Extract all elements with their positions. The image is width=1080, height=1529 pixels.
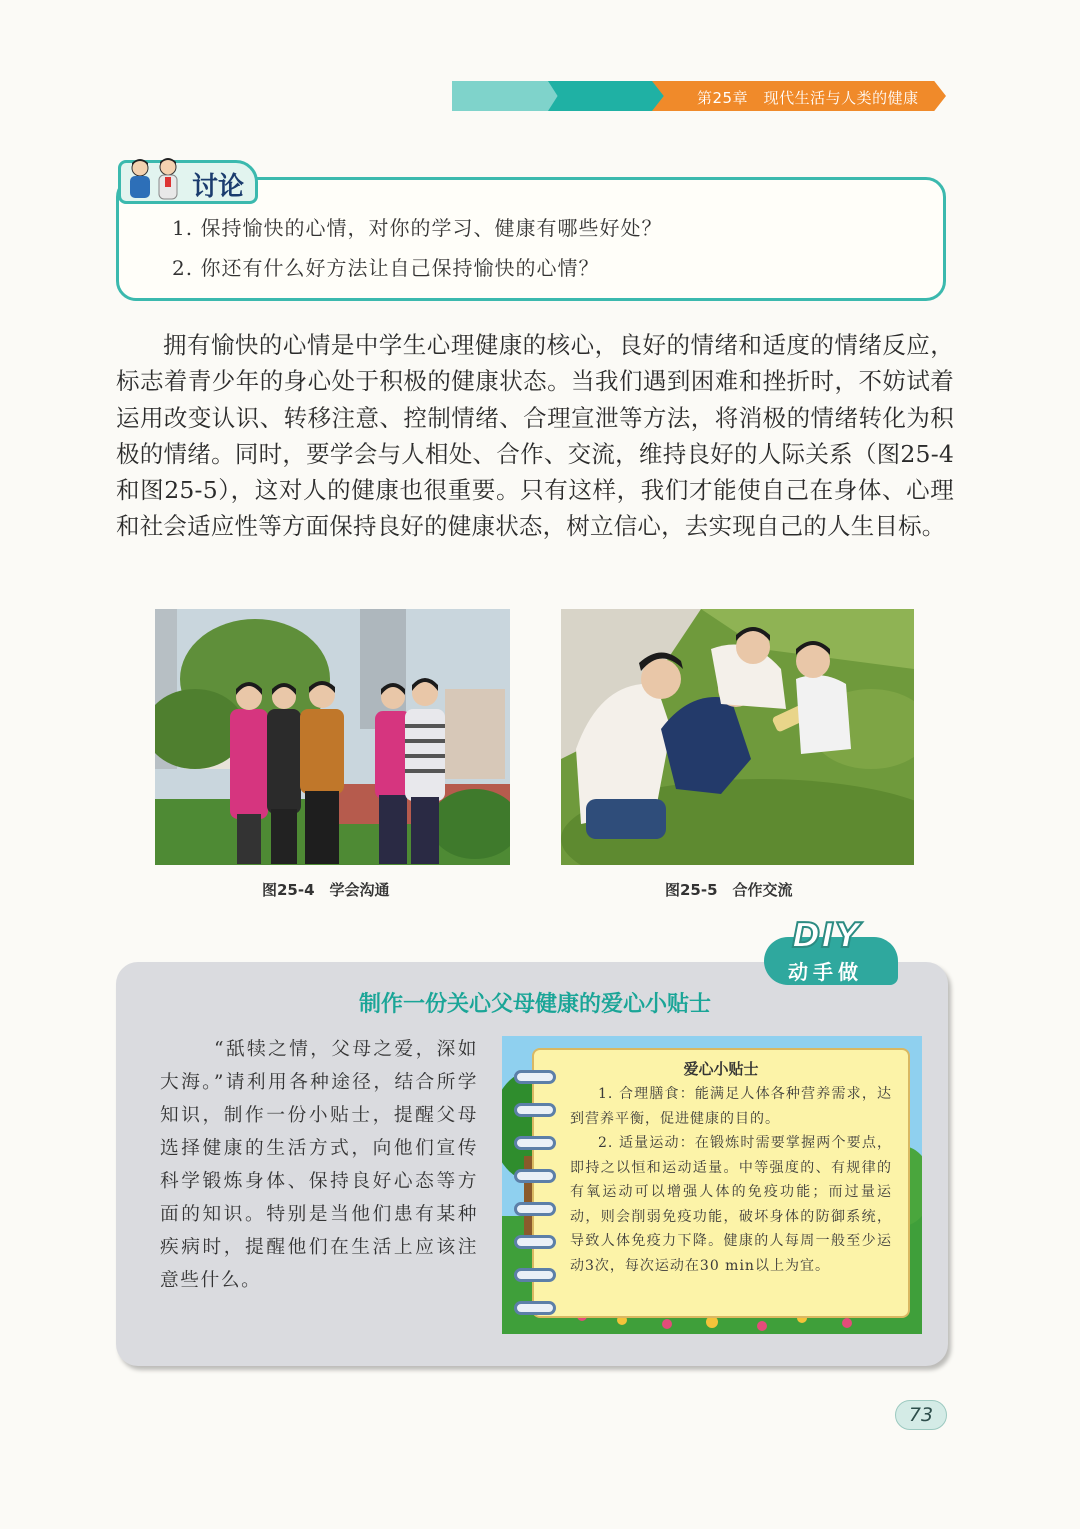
tip-item-2: 2. 适量运动：在锻炼时需要掌握两个要点，即持之以恒和运动适量。中等强度的、有规律的有氧运动可以增强人体的免疫功能；而过量运动，则会削弱免疫功能，破坏身体的防御系统，导致人体免疫力下降。健康的人每周一般至少运动3次，每次运动在30 min以上为宜。 — [570, 1135, 892, 1274]
header-stripe-light — [452, 81, 558, 111]
tip-item-1: 1. 合理膳食：能满足人体各种营养需求，达到营养平衡，促进健康的目的。 — [570, 1086, 892, 1127]
ring-binder-icon — [514, 1202, 556, 1216]
photo-cooperation-exchange — [561, 609, 914, 865]
ring-binder-icon — [514, 1301, 556, 1315]
diy-title: 制作一份关心父母健康的爱心小贴士 — [358, 992, 711, 1017]
diy-text: “舐犊之情，父母之爱，深如大海。”请利用各种途径，结合所学知识，制作一份小贴士，提醒父母选择健康的生活方式，向他们宣传科学锻炼身体、保持良好心态等方面的知识。特别是当他们患有某种疾病时，提醒他们在生活上应该注意些什么。 — [160, 1039, 478, 1291]
figure-caption-25-5: 图25-5 合作交流 — [665, 881, 793, 899]
diy-badge-subtitle: 动手做 — [788, 960, 863, 984]
chapter-title: 第25章 现代生活与人类的健康 — [697, 89, 919, 107]
ring-binder-icon — [514, 1235, 556, 1249]
discussion-item-1: 1. 保持愉快的心情，对你的学习、健康有哪些好处？ — [172, 216, 663, 240]
ring-binder-icon — [514, 1268, 556, 1282]
header-stripe-teal — [548, 81, 668, 111]
figure-caption-25-4: 图25-4 学会沟通 — [262, 881, 390, 899]
body-paragraph: 拥有愉快的心情是中学生心理健康的核心，良好的情绪和适度的情绪反应，标志着青少年的身心处于积极的健康状态。当我们遇到困难和挫折时，不妨试着运用改变认识、转移注意、控制情绪、合理宣泄等方法，将消极的情绪转化为积极的情绪。同时，要学会与人相处、合作、交流，维持良好的人际关系（图25-4和图25-5），这对人的健康也很重要。只有这样，我们才能使自己在身体、心理和社会适应性等方面保持良好的健康状态，树立信心，去实现自己的人生目标。 — [116, 331, 954, 541]
ring-binder-icon — [514, 1103, 556, 1117]
ring-binder-icon — [514, 1136, 556, 1150]
tips-title: 爱心小贴士 — [683, 1060, 759, 1078]
photo-learning-to-communicate — [155, 609, 510, 865]
tips-body — [570, 1082, 892, 1278]
ring-binder-icon — [514, 1169, 556, 1183]
students-icon — [124, 155, 184, 201]
discussion-label: 讨论 — [192, 172, 245, 202]
diy-badge-title: DIY — [792, 916, 861, 956]
page-number: 73 — [895, 1400, 947, 1430]
discussion-item-2: 2. 你还有什么好方法让自己保持愉快的心情？ — [172, 256, 600, 280]
